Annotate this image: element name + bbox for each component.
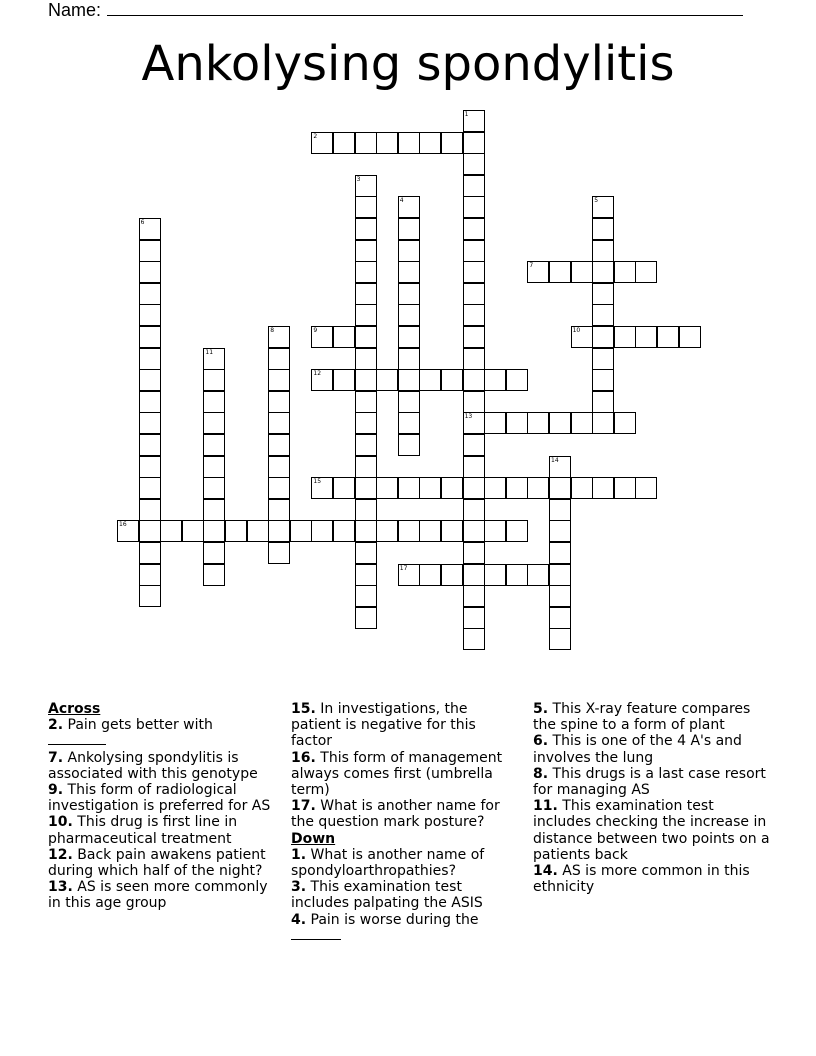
- grid-cell[interactable]: [355, 456, 377, 478]
- grid-cell[interactable]: [247, 520, 269, 542]
- grid-cell[interactable]: [463, 564, 485, 586]
- grid-cell[interactable]: [355, 175, 377, 197]
- grid-cell[interactable]: [355, 304, 377, 326]
- grid-cell[interactable]: [139, 240, 161, 262]
- grid-cell[interactable]: [355, 196, 377, 218]
- grid-cell[interactable]: [484, 564, 506, 586]
- grid-cell[interactable]: [139, 520, 161, 542]
- grid-cell[interactable]: [549, 628, 571, 650]
- across-heading: Across: [48, 701, 101, 717]
- grid-cell[interactable]: [592, 218, 614, 240]
- grid-cell[interactable]: [355, 132, 377, 154]
- grid-cell[interactable]: [398, 391, 420, 413]
- grid-cell[interactable]: [527, 412, 549, 434]
- clue-down-8: [533, 766, 773, 798]
- grid-cell[interactable]: [355, 434, 377, 456]
- grid-cell[interactable]: [311, 369, 333, 391]
- clue-text: Back pain awakens patient during which half of the night?: [48, 846, 266, 880]
- clue-number: 17: [399, 564, 408, 572]
- grid-cell[interactable]: [657, 326, 679, 348]
- grid-cell[interactable]: [506, 520, 528, 542]
- grid-cell[interactable]: [419, 520, 441, 542]
- grid-cell[interactable]: [268, 369, 290, 391]
- clue-across-12: [48, 847, 284, 879]
- clue-text: Pain is worse during the: [310, 911, 479, 928]
- grid-cell[interactable]: [463, 304, 485, 326]
- grid-cell[interactable]: [398, 240, 420, 262]
- grid-cell[interactable]: [117, 520, 139, 542]
- clue-number-label: 13.: [48, 879, 73, 896]
- grid-cell[interactable]: [398, 261, 420, 283]
- grid-cell[interactable]: [592, 348, 614, 370]
- grid-cell[interactable]: [463, 132, 485, 154]
- grid-cell[interactable]: [463, 240, 485, 262]
- grid-cell[interactable]: [463, 326, 485, 348]
- grid-cell[interactable]: [355, 391, 377, 413]
- grid-cell[interactable]: [311, 132, 333, 154]
- grid-cell[interactable]: [203, 520, 225, 542]
- name-label: Name:: [48, 0, 102, 20]
- grid-cell[interactable]: [376, 132, 398, 154]
- clue-text: Ankolysing spondylitis is associated with this genotype: [48, 749, 258, 782]
- grid-cell[interactable]: [549, 585, 571, 607]
- grid-cell[interactable]: [463, 585, 485, 607]
- clue-down-1: [291, 847, 517, 879]
- grid-cell[interactable]: [268, 499, 290, 521]
- clue-text: This examination test includes checking the increase in distance between two points on a patients back: [533, 798, 770, 863]
- grid-cell[interactable]: [203, 391, 225, 413]
- grid-cell[interactable]: [463, 153, 485, 175]
- grid-cell[interactable]: [355, 283, 377, 305]
- grid-cell[interactable]: [355, 607, 377, 629]
- clue-across-2: [48, 717, 284, 749]
- clue-number: 16: [119, 521, 127, 529]
- grid-cell[interactable]: [268, 520, 290, 542]
- grid-cell[interactable]: [398, 520, 420, 542]
- grid-cell[interactable]: [355, 240, 377, 262]
- grid-cell[interactable]: [355, 412, 377, 434]
- grid-cell[interactable]: [549, 564, 571, 586]
- grid-cell[interactable]: [571, 412, 593, 434]
- clue-across-7: [48, 750, 284, 782]
- grid-cell[interactable]: [139, 564, 161, 586]
- grid-cell[interactable]: [463, 175, 485, 197]
- grid-cell[interactable]: [398, 564, 420, 586]
- grid-cell[interactable]: [679, 326, 701, 348]
- grid-cell[interactable]: [463, 434, 485, 456]
- clue-number: 9: [313, 327, 318, 334]
- grid-cell[interactable]: [398, 412, 420, 434]
- grid-cell[interactable]: [463, 499, 485, 521]
- grid-cell[interactable]: [419, 564, 441, 586]
- clue-text: In investigations, the patient is negative for this factor: [291, 701, 476, 750]
- clue-number-label: 11.: [533, 798, 558, 815]
- grid-cell[interactable]: [139, 585, 161, 607]
- grid-cell[interactable]: [355, 218, 377, 240]
- grid-cell[interactable]: [355, 499, 377, 521]
- clue-number-label: 9.: [48, 782, 64, 799]
- grid-cell[interactable]: [203, 412, 225, 434]
- grid-cell[interactable]: [355, 348, 377, 370]
- grid-cell[interactable]: [139, 391, 161, 413]
- answer-blank: [291, 929, 341, 940]
- grid-cell[interactable]: [463, 196, 485, 218]
- clue-number-label: 5.: [533, 701, 549, 717]
- clue-text: This is one of the 4 A's and involves the lung: [533, 733, 742, 766]
- grid-cell[interactable]: [139, 477, 161, 499]
- grid-cell[interactable]: [398, 304, 420, 326]
- clue-text: What is another name of spondyloarthropathies?: [291, 846, 485, 880]
- clue-text: This form of radiological investigation is preferred for AS: [48, 782, 271, 815]
- grid-cell[interactable]: [463, 283, 485, 305]
- clue-number-label: 10.: [48, 814, 73, 831]
- clue-across-16: [291, 750, 517, 799]
- grid-cell[interactable]: [355, 477, 377, 499]
- grid-cell[interactable]: [592, 369, 614, 391]
- clue-number: 4: [399, 197, 404, 205]
- clue-number: 7: [529, 262, 534, 270]
- grid-cell[interactable]: [203, 564, 225, 586]
- grid-cell[interactable]: [139, 456, 161, 478]
- grid-cell[interactable]: [506, 412, 528, 434]
- clue-text: AS is seen more commonly in this age group: [48, 879, 268, 912]
- grid-cell[interactable]: [355, 261, 377, 283]
- grid-cell[interactable]: [441, 132, 463, 154]
- grid-cell[interactable]: [635, 477, 657, 499]
- grid-cell[interactable]: [355, 369, 377, 391]
- clue-number: 15: [313, 478, 322, 486]
- clue-number: 2: [313, 132, 318, 140]
- grid-cell[interactable]: [592, 477, 614, 499]
- clue-number-label: 1.: [291, 846, 307, 863]
- grid-cell[interactable]: [463, 391, 485, 413]
- grid-cell[interactable]: [398, 326, 420, 348]
- clue-text: This examination test includes palpating the ASIS: [291, 879, 483, 912]
- grid-cell[interactable]: [441, 369, 463, 391]
- clue-number-label: 17.: [291, 798, 316, 815]
- clue-across-10: [48, 814, 284, 846]
- clue-across-9: [48, 782, 284, 814]
- grid-cell[interactable]: [160, 520, 182, 542]
- grid-cell[interactable]: [333, 326, 355, 348]
- grid-cell[interactable]: [571, 477, 593, 499]
- grid-cell[interactable]: [268, 348, 290, 370]
- grid-cell[interactable]: [635, 326, 657, 348]
- clue-number-label: 8.: [533, 765, 549, 782]
- clue-text: This drug is first line in pharmaceutical treatment: [48, 814, 238, 847]
- clue-number-label: 4.: [291, 911, 307, 928]
- grid-cell[interactable]: [419, 369, 441, 391]
- clue-number: 8: [270, 327, 275, 334]
- grid-cell[interactable]: [484, 477, 506, 499]
- grid-cell[interactable]: [333, 369, 355, 391]
- grid-cell[interactable]: [549, 607, 571, 629]
- clue-number: 12: [313, 370, 322, 378]
- grid-cell[interactable]: [635, 261, 657, 283]
- grid-cell[interactable]: [463, 369, 485, 391]
- grid-cell[interactable]: [398, 196, 420, 218]
- grid-cell[interactable]: [463, 520, 485, 542]
- grid-cell[interactable]: [463, 628, 485, 650]
- grid-cell[interactable]: [355, 520, 377, 542]
- grid-cell[interactable]: [592, 391, 614, 413]
- clue-text: This X-ray feature compares the spine to a form of plant: [533, 701, 751, 734]
- grid-cell[interactable]: [592, 283, 614, 305]
- grid-cell[interactable]: [139, 283, 161, 305]
- clue-down-5: [533, 701, 773, 733]
- clue-number: 5: [594, 197, 599, 205]
- clue-number: 13: [464, 413, 473, 421]
- grid-cell[interactable]: [203, 434, 225, 456]
- grid-cell[interactable]: [592, 196, 614, 218]
- clue-down-4: [291, 912, 517, 944]
- grid-cell[interactable]: [398, 283, 420, 305]
- clue-number-label: 14.: [533, 863, 558, 880]
- clue-number-label: 6.: [533, 733, 549, 750]
- clue-number: 11: [205, 348, 214, 356]
- clue-across-13: [48, 879, 284, 911]
- grid-cell[interactable]: [441, 477, 463, 499]
- grid-cell[interactable]: [463, 348, 485, 370]
- grid-cell[interactable]: [398, 132, 420, 154]
- grid-cell[interactable]: [592, 261, 614, 283]
- grid-cell[interactable]: [592, 240, 614, 262]
- grid-cell[interactable]: [527, 564, 549, 586]
- clue-text: This drugs is a last case resort for managing AS: [533, 765, 766, 799]
- grid-cell[interactable]: [376, 520, 398, 542]
- grid-cell[interactable]: [484, 369, 506, 391]
- grid-cell[interactable]: [203, 499, 225, 521]
- grid-cell[interactable]: [268, 542, 290, 564]
- grid-cell[interactable]: [355, 585, 377, 607]
- grid-cell[interactable]: [311, 477, 333, 499]
- grid-cell[interactable]: [376, 369, 398, 391]
- clue-number: 6: [140, 219, 145, 226]
- clue-down-3: [291, 879, 517, 911]
- clues-column-1: [48, 701, 284, 912]
- grid-cell[interactable]: [549, 456, 571, 478]
- clue-number: 1: [464, 111, 469, 118]
- clue-number-label: 2.: [48, 717, 64, 734]
- grid-cell[interactable]: [398, 434, 420, 456]
- grid-cell[interactable]: [571, 326, 593, 348]
- clue-number-label: 3.: [291, 879, 307, 896]
- grid-cell[interactable]: [333, 132, 355, 154]
- grid-cell[interactable]: [398, 218, 420, 240]
- grid-cell[interactable]: [463, 412, 485, 434]
- grid-cell[interactable]: [549, 499, 571, 521]
- clue-down-14: [533, 863, 773, 895]
- grid-cell[interactable]: [355, 326, 377, 348]
- grid-cell[interactable]: [182, 520, 204, 542]
- grid-cell[interactable]: [268, 391, 290, 413]
- grid-cell[interactable]: [614, 326, 636, 348]
- grid-cell[interactable]: [139, 369, 161, 391]
- grid-cell[interactable]: [614, 412, 636, 434]
- grid-cell[interactable]: [355, 542, 377, 564]
- grid-cell[interactable]: [441, 520, 463, 542]
- grid-cell[interactable]: [463, 542, 485, 564]
- clue-down-11: [533, 798, 773, 863]
- clue-number-label: 16.: [291, 749, 316, 766]
- grid-cell[interactable]: [398, 348, 420, 370]
- grid-cell[interactable]: [139, 326, 161, 348]
- grid-cell[interactable]: [311, 520, 333, 542]
- grid-cell[interactable]: [549, 477, 571, 499]
- grid-cell[interactable]: [484, 520, 506, 542]
- grid-cell[interactable]: [139, 261, 161, 283]
- grid-cell[interactable]: [139, 218, 161, 240]
- grid-cell[interactable]: [139, 499, 161, 521]
- grid-cell[interactable]: [463, 607, 485, 629]
- grid-cell[interactable]: [571, 261, 593, 283]
- grid-cell[interactable]: [592, 326, 614, 348]
- page-title: Ankolysing spondylitis: [141, 36, 675, 92]
- grid-cell[interactable]: [463, 477, 485, 499]
- grid-cell[interactable]: [203, 542, 225, 564]
- clues-column-2: [291, 701, 517, 944]
- grid-cell[interactable]: [506, 564, 528, 586]
- grid-cell[interactable]: [506, 477, 528, 499]
- grid-cell[interactable]: [614, 261, 636, 283]
- clue-number: 14: [551, 456, 559, 464]
- clue-across-15: [291, 701, 517, 750]
- clue-number: 10: [572, 327, 581, 334]
- grid-cell[interactable]: [355, 564, 377, 586]
- grid-cell[interactable]: [333, 477, 355, 499]
- grid-cell[interactable]: [311, 326, 333, 348]
- clue-text: AS is more common in this ethnicity: [533, 863, 750, 896]
- grid-cell[interactable]: [333, 520, 355, 542]
- grid-cell[interactable]: [268, 326, 290, 348]
- grid-cell[interactable]: [419, 132, 441, 154]
- clue-across-17: [291, 798, 517, 830]
- answer-blank: [48, 734, 106, 745]
- grid-cell[interactable]: [419, 477, 441, 499]
- grid-cell[interactable]: [463, 456, 485, 478]
- grid-cell[interactable]: [527, 477, 549, 499]
- grid-cell[interactable]: [139, 412, 161, 434]
- clue-number-label: 15.: [291, 701, 316, 717]
- clue-number-label: 12.: [48, 846, 73, 863]
- grid-cell[interactable]: [614, 477, 636, 499]
- grid-cell[interactable]: [203, 456, 225, 478]
- grid-cell[interactable]: [463, 261, 485, 283]
- grid-cell[interactable]: [203, 477, 225, 499]
- grid-cell[interactable]: [139, 304, 161, 326]
- grid-cell[interactable]: [203, 369, 225, 391]
- grid-cell[interactable]: [268, 456, 290, 478]
- grid-cell[interactable]: [139, 542, 161, 564]
- clue-text: What is another name for the question mark posture?: [291, 798, 500, 831]
- clue-text: Pain gets better with: [67, 717, 213, 734]
- grid-cell[interactable]: [463, 110, 485, 132]
- clue-number-label: 7.: [48, 749, 64, 766]
- grid-cell[interactable]: [203, 348, 225, 370]
- grid-cell[interactable]: [484, 412, 506, 434]
- down-heading: Down: [291, 830, 336, 847]
- grid-cell[interactable]: [225, 520, 247, 542]
- clue-text: This form of management always comes first (umbrella term): [291, 749, 503, 799]
- grid-cell[interactable]: [549, 542, 571, 564]
- grid-cell[interactable]: [398, 477, 420, 499]
- grid-cell[interactable]: [549, 261, 571, 283]
- clue-down-6: [533, 733, 773, 765]
- grid-cell[interactable]: [549, 412, 571, 434]
- grid-cell[interactable]: [376, 477, 398, 499]
- grid-cell[interactable]: [506, 369, 528, 391]
- grid-cell[interactable]: [463, 218, 485, 240]
- grid-cell[interactable]: [268, 477, 290, 499]
- grid-cell[interactable]: [549, 520, 571, 542]
- grid-cell[interactable]: [139, 348, 161, 370]
- grid-cell[interactable]: [592, 304, 614, 326]
- grid-cell[interactable]: [398, 369, 420, 391]
- grid-cell[interactable]: [268, 434, 290, 456]
- grid-cell[interactable]: [139, 434, 161, 456]
- grid-cell[interactable]: [592, 412, 614, 434]
- grid-cell[interactable]: [290, 520, 312, 542]
- grid-cell[interactable]: [441, 564, 463, 586]
- grid-cell[interactable]: [268, 412, 290, 434]
- clue-number: 3: [356, 175, 361, 183]
- grid-cell[interactable]: [527, 261, 549, 283]
- clues-column-3: [533, 701, 773, 895]
